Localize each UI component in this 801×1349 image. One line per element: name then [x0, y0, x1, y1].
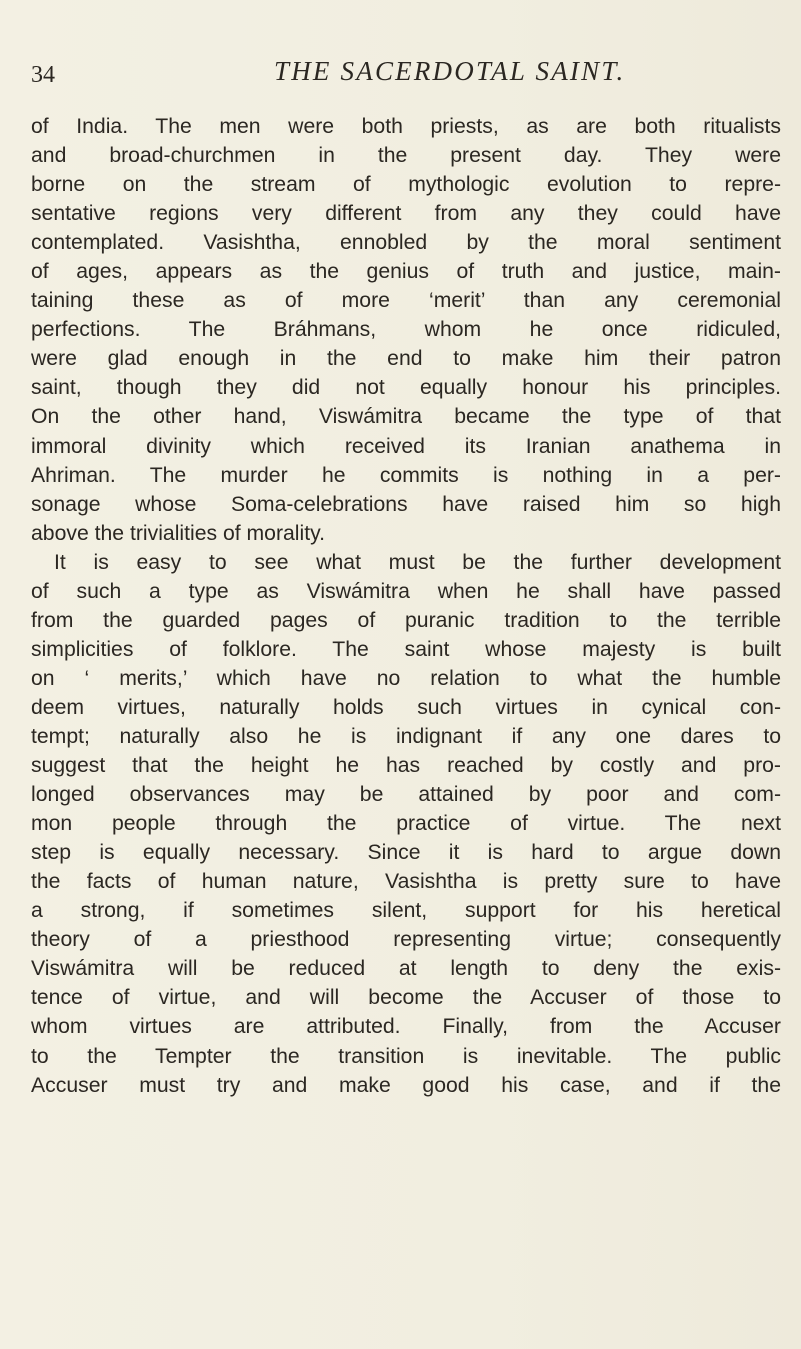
text-line: Accuser must try and make good his case, and if the: [31, 1073, 781, 1097]
text-line: of India. The men were both priests, as are both ritualists: [31, 115, 781, 138]
running-head: [31, 56, 771, 96]
text-line: above the trivialities of morality.: [31, 521, 325, 545]
text-line: and broad-churchmen in the present day. They were: [31, 144, 781, 168]
text-line: On the other hand, Viswámitra became the type of that: [31, 405, 781, 429]
text-line: of such a type as Viswámitra when he shall have passed: [31, 579, 781, 603]
text-line: of ages, appears as the genius of truth and justice, main-: [31, 260, 781, 284]
text-line: perfections. The Bráhmans, whom he once ridiculed,: [31, 318, 781, 342]
text-line: mon people through the practice of virtue. The next: [31, 812, 781, 836]
text-line: It is easy to see what must be the further development: [54, 550, 781, 574]
text-line: sonage whose Soma-celebrations have raised him so high: [31, 492, 781, 516]
text-line: tempt; naturally also he is indignant if any one dares to: [31, 724, 781, 748]
text-line: on ‘ merits,’ which have no relation to what the humble: [31, 666, 781, 690]
text-line: a strong, if sometimes silent, support for his heretical: [31, 899, 781, 923]
text-line: step is equally necessary. Since it is hard to argue down: [31, 841, 781, 865]
text-line: tence of virtue, and will become the Accuser of those to: [31, 986, 781, 1010]
text-line: to the Tempter the transition is inevitable. The public: [31, 1044, 781, 1068]
text-line: were glad enough in the end to make him their patron: [31, 347, 781, 371]
text-line: suggest that the height he has reached by costly and pro-: [31, 754, 781, 778]
body-text: [31, 112, 781, 1100]
text-line: taining these as of more ‘merit’ than any ceremonial: [31, 289, 781, 313]
text-line: contemplated. Vasishtha, ennobled by the moral sentiment: [31, 231, 781, 255]
text-line: the facts of human nature, Vasishtha is pretty sure to have: [31, 870, 781, 894]
text-line: saint, though they did not equally honour his principles.: [31, 376, 781, 400]
text-line: immoral divinity which received its Iranian anathema in: [31, 434, 781, 458]
text-line: Viswámitra will be reduced at length to deny the exis-: [31, 957, 781, 981]
page-number: 34: [31, 62, 55, 88]
text-line: longed observances may be attained by poor and com-: [31, 783, 781, 807]
text-line: from the guarded pages of puranic tradition to the terrible: [31, 608, 781, 632]
text-line: Ahriman. The murder he commits is nothing in a per-: [31, 463, 781, 487]
running-title: THE SACERDOTAL SAINT.: [274, 56, 626, 86]
text-line: sentative regions very different from any they could have: [31, 202, 781, 226]
text-line: simplicities of folklore. The saint whose majesty is built: [31, 637, 781, 661]
text-line: borne on the stream of mythologic evolution to repre-: [31, 173, 781, 197]
text-line: theory of a priesthood representing virtue; consequently: [31, 928, 781, 952]
text-line: whom virtues are attributed. Finally, from the Accuser: [31, 1015, 781, 1039]
text-line: deem virtues, naturally holds such virtues in cynical con-: [31, 695, 781, 719]
